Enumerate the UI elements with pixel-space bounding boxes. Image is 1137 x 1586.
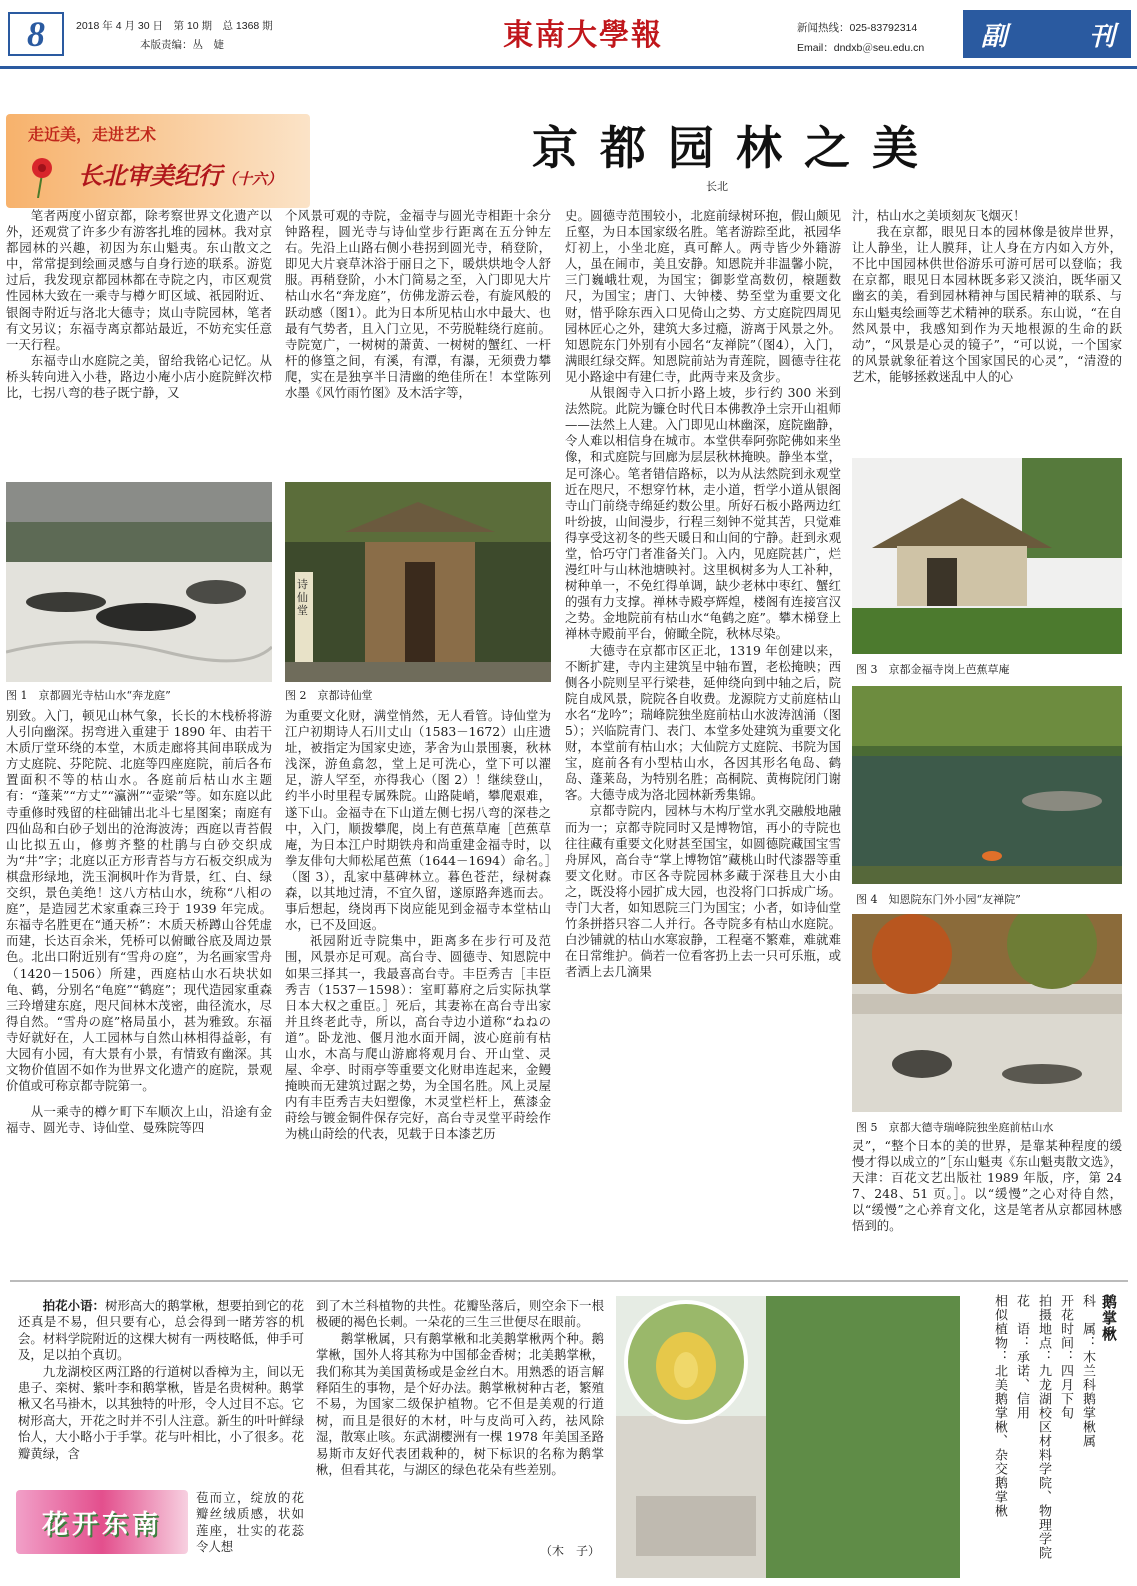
plant-info-line: 拍摄地点：九龙湖校区材料学院、物理学院 bbox=[1036, 1294, 1051, 1560]
text-col2-top bbox=[285, 208, 551, 476]
figure-caption: 图 2 京都诗仙堂 bbox=[285, 689, 373, 702]
plant-info-line: 科 属：木兰科鹅掌楸属 bbox=[1080, 1294, 1095, 1448]
paragraph: 从一乘寺的樽ケ町下车顺次上山，沿途有金福寺、圆光寺、诗仙堂、曼殊院等四 bbox=[6, 1104, 272, 1136]
plant-info-line: 相似植物：北美鹅掌楸、杂交鹅掌楸 bbox=[992, 1294, 1007, 1518]
shisendo-sign-text: 诗仙堂 bbox=[297, 578, 308, 617]
issue-line: 2018 年 4 月 30 日 第 10 期 总 1368 期 bbox=[76, 20, 273, 32]
text-col2-bottom bbox=[285, 708, 551, 1260]
plant-name: 鹅掌楸 bbox=[1100, 1294, 1118, 1342]
paragraph: 为重要文化财，满堂悄然，无人看管。诗仙堂为江户初期诗人石川丈山（1583－1672）山庄遗址，被指定为国家史迹，茅舍为山景围裹，秋林浅深，游鱼翕忽，堂上足可洗心，堂下可以濯足，游人罕至，亦得我心（图 2）！继续登山，约半小时里程专属殊院。山路陡峭，攀爬艰难，遂下山。金福寺在下山道左侧七拐八弯的深巷之中，入门，顺拨攀爬，岗上有芭蕉草庵［芭蕉草庵，为日本江户时期铁舟和尚重建金福寺时，以拳友俳句大师松尾芭蕉（1644－1694）命名。］（图 3），乱家中墓碑林立。暮色苍茫，绿树森森，以其地过清，不宜久留，遂原路奔逃而去。事后想起，绕岗再下岗应能见到金福寺本堂枯山水，已不及回返。 bbox=[285, 708, 551, 933]
huakai-dongnan-badge bbox=[16, 1490, 188, 1554]
paragraph-label: 拍花小语： bbox=[42, 1298, 105, 1313]
paragraph: 个风景可观的寺院，金福寺与圆光寺相距十余分钟路程，圆光寺与诗仙堂步行距离在五分钟左右。先沿上山路右侧小巷拐到圆光寺，稍登阶，即见大片衰草沐浴于丽日之下，暖烘烘地令人舒服。再稍登阶，小木门简易之至，入门即见大片枯山水名“奔龙庭”，仿佛龙游云卷，有旋风般的跃动感（图1）。此为日本所见枯山水中最大、也最有气势者，且入门立见，不劳脱鞋绕行庭前。寺院宽广，一树树的萧黄、一树树的蟹红、一杆杆的修篁之间，有溪，有潭，有瀑，无须费力攀爬，实在是独享半日清幽的绝佳所在！本堂陈列水墨《风竹雨竹图》及木活字等， bbox=[285, 208, 551, 401]
paragraph: 笔者两度小留京都，除考察世界文化遗产以外，还观赏了许多少有游客扎堆的园林。我对京都园林的兴趣，初因为东山魁夷。东山散文之中，常常提到绘画灵感与自身行迹的联系。游览过后，我发现京都园林都在寺院之内，市区观赏性园林大致在一乘寺与樽ケ町区域、祇园附近、银阁寺附近与洛北大德寺；岚山寺院园林，笔者有文另议；东福寺离京都站最近，不妨充实任意一天行程。 bbox=[6, 208, 272, 352]
thatched-hut-photo bbox=[852, 458, 1122, 654]
photo-rock-garden bbox=[6, 482, 272, 682]
paragraph: 苞而立，绽放的花瓣丝绒质感，状如莲座，壮实的花蕊令人想 bbox=[196, 1490, 304, 1555]
paragraph: 鹅掌楸属，只有鹅掌楸和北美鹅掌楸两个种。鹅掌楸，国外人将其称为中国郁金香树；北美鹅掌楸，我们称其为美国黄杨或是金丝白木。用熟悉的语言解释陌生的事物，是个好办法。鹅掌楸树种古老，繁殖不易，为国家二级保护植物。它不但是美观的行道树，而且是很好的木材，叶与皮尚可入药，祛风除湿，散寒止咳。东武湖樱洲有一棵 1978 年美国圣路易斯市友好代表团栽种的，树下标识的名称为鹅掌楸，但看其花，与湖区的绿色花朵有些差别。 bbox=[316, 1330, 604, 1478]
hotline: 新闻热线：025-83792314 bbox=[797, 22, 918, 34]
paragraph: 从银阁寺入口折小路上坡，步行约 300 米到法然院。此院为镰仓时代日本佛教净土宗开山祖师——法然上人建。入门即见山林幽深，庭院幽静，令人难以相信身在城市。本堂供奉阿弥陀佛如来坐像，和式庭院与回廊为层层秋林掩映。静坐本堂，足可涤心。笔者错信路标，以为从法然院到永观堂近在咫尺，不想穿竹林，走小道，哲学小道从银阁寺山门前绕寺绵延约数公里。所好石板小路两边红叶纷披，山间漫步，行程三刻钟不觉其苦，只觉难得享受这初冬的些天暖日和山间的宁静。赶到永观堂，恰巧守门者准备关门。入内，见庭院甚广，烂漫红叶与山林池塘映衬。这里枫树多为人工补种，树种单一，不免红得单调，缺少老林中枣红、蟹红的强有力支撑。禅林寺殿亭辉煌，楼阁有连接宫汉之势。金地院前有枯山水“龟鹤之庭”。攀木梯登上禅林寺殿前平台，俯瞰全院，秋林尽染。 bbox=[565, 385, 841, 642]
paragraph: 到了木兰科植物的共性。花瓣坠落后，则空余下一根极硬的褐色长刺。一朵花的三生三世便尽在眼前。 bbox=[316, 1298, 604, 1330]
flower-text-col1 bbox=[18, 1298, 304, 1488]
header-rule bbox=[0, 66, 1137, 69]
pond-garden-photo bbox=[852, 686, 1122, 884]
paragraph: 汁，枯山水之美顷刻灰飞烟灭！ bbox=[852, 208, 1026, 223]
page-number: 8 bbox=[8, 12, 64, 56]
paragraph-text: 树形高大的鹅掌楸，想要拍到它的花还真是不易，但只要有心，总会得到一睹芳容的机会。材料学院附近的这棵大树有一两枝略低，伸手可及，足以拍个真切。 bbox=[18, 1298, 304, 1363]
tulip-tree-photo bbox=[616, 1296, 960, 1578]
banner-slogan: 走近美，走进艺术 bbox=[28, 125, 157, 144]
paragraph: 祇园附近寺院集中，距离多在步行可及范围，风景亦足可观。高台寺、圆德寺、知恩院中如果三择其一，我最喜高台寺。丰臣秀吉［丰臣秀吉（1537－1598）：室町幕府之后实际执掌日本大权之重臣。］死后，其妻袮在高台寺出家并且终老此寺，所以，高台寺边小道称“ねねの道”。卧龙池、偃月池水面开阔，波心庭前有枯山水，木高与爬山游廊将观月台、开山堂、灵屋、伞亭、时雨亭等重要文化财串连起来，金鳗掩映而无建筑过踞之势，为全国名胜。风上灵屋内有丰臣秀吉夫妇塑像，木灵堂栏杆上，蕉漆金莳绘与镀金铜件保存完好，高台寺灵堂平莳绘作为桃山莳绘的代表，见载于日本漆艺历 bbox=[285, 933, 551, 1142]
plant-info-line: 开花时间：四月下旬 bbox=[1058, 1294, 1073, 1420]
banner-series-title bbox=[78, 156, 282, 191]
text-col1-top bbox=[6, 208, 272, 476]
figure-caption: 图 1 京都圆光寺枯山水“奔龙庭” bbox=[6, 689, 171, 702]
text-col4-bottom bbox=[852, 1138, 1122, 1258]
article-author: 长北 bbox=[706, 181, 728, 193]
email: Email：dndxb＠seu.edu.cn bbox=[797, 42, 925, 54]
paragraph: 我在京都，眼见日本的园林像是彼岸世界，让人静坐，让人膜拜，让人身在方内如入方外，不比中国园林供世俗游乐可游可居可以登临；我在京都，眼见日本园林既多彩又淡泊，既华丽又幽玄的美，看到园林精神与国民精神的联系、与东山魁夷绘画等艺术精神的联系。东山说，“在自然风景中，我感知到作为天地根源的生命的跃动”，“风景是心灵的镜子”，“可以说，一个国家的风景就象征着这个国家国民的心灵”，“清澄的艺术，能够拯救迷乱中人的心 bbox=[852, 224, 1122, 384]
figure-caption: 图 3 京都金福寺岗上芭蕉草庵 bbox=[856, 663, 1010, 676]
paragraph: 别致。入门，顿见山林气象，长长的木栈桥将游人引向幽深。拐弯进入重建于 1890 年、由若干木质厅堂环绕的本堂，木质走廊将其间串联成为方丈庭院、芬陀院、北庭等四座庭院，前后各布置面积不等的枯山水。各庭前后枯山水主题有：“蓬莱”“方丈”“瀛洲”“壶梁”等。如东庭以此寺重修时残留的柱础铺出北斗七星图案；南庭有四仙岛和白砂子划出的沧海波涛；西庭以青苔假山比拟五山，修剪齐整的杜鹃与白砂交织成为“井”字；北庭以正方形青苔与方石板交织成为棋盘形绿地，洗玉涧枫叶作为背景，红、白、绿交织，景色美绝！这八方枯山水，统称“八相の庭”，是造园艺术家重森三玲于 1939 年完成。东福寺名胜更在“通天桥”：木质天桥蹲山谷凭虚而建，长达百余米，凭桥可以俯瞰谷底及周边景色。北出口附近别有“雪舟の庭”，为名画家雪舟（1420－1506）所建，西庭枯山水石块状如龟、鹤，分别名“龟庭”“鹤庭”；现代造园家重森三玲增建东庭，咫尺间林木茂密，曲径流水，尽得自然。“雪舟の庭”格局虽小，甚为雅致。东福寺好就好在，人工园林与自然山林相得益彰，有大园有小园，有大景有小景，有情致有幽深。其文物价值固不如作为世界文化遗产的庭院，景观价值或可称京都寺院第一。 bbox=[6, 708, 272, 1094]
paragraph: 大德寺在京都市区正北，1319 年创建以来，不断扩建，寺内主建筑呈中轴布置，老松掩映；西侧各小院则呈平行梁巷，延伸绕向到中轴之后，院院自成风景，院院各自收费。龙源院方丈前庭枯山水名“龙吟”；瑞峰院独坐庭前枯山水波涛汹涌（图5）；兴临院青门、表门、本堂多处建筑为重要文化财，本堂前有枯山水；大仙院方丈庭院、书院为国宝，庭前各有小型枯山水，各因其形名龟岛、鹤岛、蓬莱岛，为特别名胜；高桐院、黄梅院闭门谢客。大德寺成为洛北园林新秀集锦。 bbox=[565, 642, 841, 803]
editor-line: 本版责编：丛 婕 bbox=[140, 39, 224, 51]
red-flower-icon bbox=[22, 154, 62, 198]
text-col3 bbox=[565, 208, 841, 1258]
text-col1-bottom bbox=[6, 708, 272, 1260]
figure-caption: 图 4 知恩院东门外小园“友禅院” bbox=[856, 893, 1021, 906]
plant-info-line: 花 语：承诺、信用 bbox=[1014, 1294, 1029, 1420]
paragraph bbox=[18, 1298, 304, 1364]
byline: （木 子） bbox=[540, 1544, 601, 1558]
dry-garden-photo bbox=[852, 914, 1122, 1112]
column-banner bbox=[6, 114, 310, 208]
masthead-logo: 東南大學報 bbox=[503, 18, 663, 53]
paragraph: 九龙湖校区两江路的行道树以香樟为主，间以无患子、栾树、紫叶李和鹅掌楸，皆是名贵树种。鹅掌楸又名马褂木，以其独特的叶形，令人过目不忘。它树形高大，开花之时并不引人注意。新生的叶叶鲜绿怡人，大小略小于手掌。花与叶相比，小了很多。花瓣黄绿，含 bbox=[18, 1363, 304, 1461]
banner-series-name: 长北审美纪行 bbox=[78, 161, 222, 190]
paragraph: 灵”，“整个日本的美的世界，是靠某种程度的缓慢才得以成立的”［东山魁夷《东山魁夷散文选》，天津：百花文艺出版社 1989 年版，序，第 247、248、51 页。］。以“缓慢”之心对待自然，以“缓慢”之心养育文化，这是笔者从京都园林感悟到的。 bbox=[852, 1138, 1122, 1234]
photo-shisendo-gate bbox=[285, 482, 551, 682]
gate-photo bbox=[285, 482, 551, 682]
rock-garden-photo bbox=[6, 482, 272, 682]
badge-text: 花开东南 bbox=[41, 1509, 162, 1540]
photo-yuzen-garden bbox=[852, 686, 1122, 884]
photo-zuiho-garden bbox=[852, 914, 1122, 1112]
banner-series-number: （十六） bbox=[222, 170, 283, 188]
article-title: 京都园林之美 bbox=[532, 121, 940, 175]
figure-caption: 图 5 京都大德寺瑞峰院独坐庭前枯山水 bbox=[856, 1121, 1054, 1134]
flower-text-col1b bbox=[196, 1490, 304, 1560]
section-tag bbox=[963, 10, 1131, 58]
section-tag-left: 副 bbox=[981, 21, 1008, 52]
paragraph: 东福寺山水庭院之美，留给我铭心记忆。从桥头转向进入小巷，路边小庵小店小庭院鲜次栉比，七拐八弯的巷子既宁静，又 bbox=[6, 352, 272, 401]
paragraph: 史。圆德寺范围较小，北庭前绿树环抱，假山颇见丘壑，为日本国家级名胜。笔者游踪至此，祇园华灯初上，小坐北庭，真可醉人。两寺皆少外籍游人，虽在闹市，美且安静。知恩院并非温馨小院，三门巍峨壮观，为国宝；御影堂高数仞，榱题数尺，为国宝；唐门、大钟楼、势至堂为重要文化财，惜乎除东西入口见倚山之势、方丈庭院四周见园林匠心之外，建筑大多过瘾，游离于风景之外。知恩院东门外别有小园名“友禅院”（图4），入门，满眼红绿交辉。知恩院前站为青莲院，圆德寺往花见小路途中有建仁寺，此两寺来及贪步。 bbox=[565, 208, 841, 384]
paragraph: 京都寺院内，园林与木构厅堂水乳交融般地融而为一；京都寺院同时又是博物馆，再小的寺院也往往藏有重要文化财甚至国宝，如圆德院藏国宝雪舟屏风，高台寺“掌上博物馆”藏桃山时代漆器等重要文化财。市区各寺院园林多藏于深巷且大小由之，既没将小园扩成大园，也没将门口拆成广场。寺门大者，如知恩院三门为国宝；小者，如诗仙堂竹条拼搭只容二人并行。各寺院多有枯山水庭院。白沙铺就的枯山水寒寂静，工程毫不繁难，难就难在日常维护。倘若一位看客扔上去一只可乐瓶，或者洒上去几滴果 bbox=[565, 803, 841, 980]
photo-basho-hut bbox=[852, 458, 1122, 654]
flower-text-col2 bbox=[316, 1298, 604, 1556]
photo-tulip-tree bbox=[616, 1296, 960, 1578]
section-tag-right: 刊 bbox=[1088, 21, 1115, 52]
plant-info-panel bbox=[966, 1294, 1118, 1574]
text-col4-top bbox=[852, 208, 1122, 448]
